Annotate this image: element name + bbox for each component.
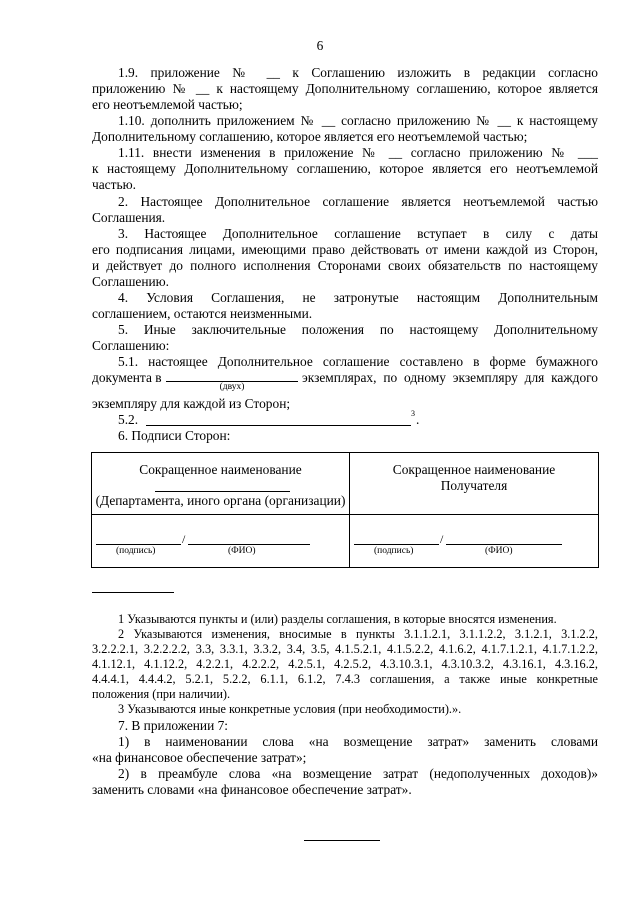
left-fio-label: (ФИО) <box>228 546 256 556</box>
para-1-9-line3: его неотъемлемой частью; <box>92 97 243 112</box>
right-fio-label: (ФИО) <box>485 546 513 556</box>
para-5-2-footnote-mark: 3 <box>411 409 415 418</box>
right-party-subtitle: Получателя <box>440 478 508 493</box>
para-5-line2: Соглашению: <box>92 338 170 353</box>
left-fio-line <box>188 544 310 545</box>
left-sign-label: (подпись) <box>116 546 156 556</box>
para-5-line1: 5. Иные заключительные положения по настоящему Дополнительному <box>118 322 598 337</box>
para-1-11-line2: к настоящему Дополнительному соглашению, которое является его неотъемлемой <box>92 161 598 176</box>
para-5-1-line1: 5.1. настоящее Дополнительное соглашение составлено в форме бумажного <box>118 354 598 369</box>
para-1-9-line1: 1.9. приложение № __ к Соглашению изложить в редакции согласно <box>118 65 598 80</box>
para-4-line1: 4. Условия Соглашения, не затронутые настоящим Дополнительным <box>118 290 598 305</box>
para-2-line2: Соглашения. <box>92 210 166 225</box>
footnote-separator <box>92 592 174 593</box>
para-1-11-line3: частью. <box>92 177 136 192</box>
para-3-line1: 3. Настоящее Дополнительное соглашение вступает в силу с даты <box>118 226 598 241</box>
right-party-title: Сокращенное наименование <box>392 462 556 477</box>
para-5-1-line3: экземпляру для каждой из Сторон; <box>92 396 291 411</box>
para-7-1-line2: «на финансовое обеспечение затрат»; <box>92 750 307 765</box>
footnote-2-line3: 4.1.12.1, 4.1.12.2, 4.2.2.1, 4.2.2.2, 4.2.5.1, 4.2.5.2, 4.3.10.3.1, 4.3.10.3.2, 4.3.16.1, 4.3.16.2, <box>92 657 598 671</box>
footnote-2-line4: 4.4.4.1, 4.4.4.2, 5.2.1, 5.2.2, 6.1.1, 6.1.2, 7.4.3 соглашения, а также иные конкретные <box>92 672 598 686</box>
table-mid-border <box>91 514 599 515</box>
right-sign-label: (подпись) <box>374 546 414 556</box>
page-number: 6 <box>316 38 324 53</box>
left-party-title: Сокращенное наименование <box>139 462 302 477</box>
footnote-1: 1 Указываются пункты и (или) разделы соглашения, в которые вносятся изменения. <box>118 612 557 626</box>
para-1-9-line2: приложению № __ к настоящему Дополнительному соглашению, которое является <box>92 81 598 96</box>
para-5-2-label: 5.2. <box>118 412 139 427</box>
right-signature-line <box>354 544 439 545</box>
para-1-10-line1: 1.10. дополнить приложением № __ согласно приложению № __ к настоящему <box>118 113 598 128</box>
para-3-line2: его подписания лицами, имеющими право действовать от имени каждой из Сторон, <box>92 242 598 257</box>
left-signature-line <box>96 544 181 545</box>
bottom-separator <box>304 840 380 841</box>
para-7: 7. В приложении 7: <box>118 718 229 733</box>
para-5-2-end: . <box>416 412 420 427</box>
left-party-name-line <box>155 491 290 492</box>
para-5-1-line2a: документа в <box>92 370 162 385</box>
para-7-2-line1: 2) в преамбуле слова «на возмещение затрат (недополученных доходов)» <box>118 766 598 781</box>
table-right-border <box>598 452 599 567</box>
footnote-2-line2: 3.2.2.2.1, 3.2.2.2.2, 3.3, 3.3.1, 3.3.2, 3.4, 3.5, 4.1.5.2.1, 4.1.5.2.2, 4.1.6.2, 4.1.7.1.2.1, 4.1.7.1.2.2, <box>92 642 598 656</box>
footnote-2-line1: 2 Указываются изменения, вносимые в пункты 3.1.1.2.1, 3.1.1.2.2, 3.1.2.1, 3.1.2.2, <box>118 627 598 641</box>
table-bottom-border <box>91 567 599 568</box>
copies-count-hint: (двух) <box>219 382 245 392</box>
right-signature-slash: / <box>440 532 444 546</box>
para-5-1-line2b: экземплярах, по одному экземпляру для каждого <box>302 370 598 385</box>
para-3-line3: и действует до полного исполнения Сторонами своих обязательств по настоящему <box>92 258 598 273</box>
table-top-border <box>91 452 599 453</box>
para-1-11-line1: 1.11. внести изменения в приложение № __ согласно приложению № ___ <box>118 145 598 160</box>
right-fio-line <box>446 544 562 545</box>
para-1-10-line2: Дополнительному соглашению, которое является его неотъемлемой частью; <box>92 129 528 144</box>
left-party-subtitle: (Департамента, иного органа (организации) <box>95 493 346 508</box>
para-7-1-line1: 1) в наименовании слова «на возмещение затрат» заменить словами <box>118 734 598 749</box>
footnote-3: 3 Указываются иные конкретные условия (при необходимости).». <box>118 702 462 716</box>
para-6: 6. Подписи Сторон: <box>118 428 231 443</box>
para-4-line2: соглашением, остаются неизменными. <box>92 306 313 321</box>
para-5-2-blank-line <box>146 425 411 426</box>
footnote-2-line5: положения (при наличии). <box>92 687 231 701</box>
para-2-line1: 2. Настоящее Дополнительное соглашение является неотъемлемой частью <box>118 194 598 209</box>
para-3-line4: Соглашению. <box>92 274 170 289</box>
para-7-2-line2: заменить словами «на финансовое обеспечение затрат». <box>92 782 412 797</box>
left-signature-slash: / <box>182 532 186 546</box>
